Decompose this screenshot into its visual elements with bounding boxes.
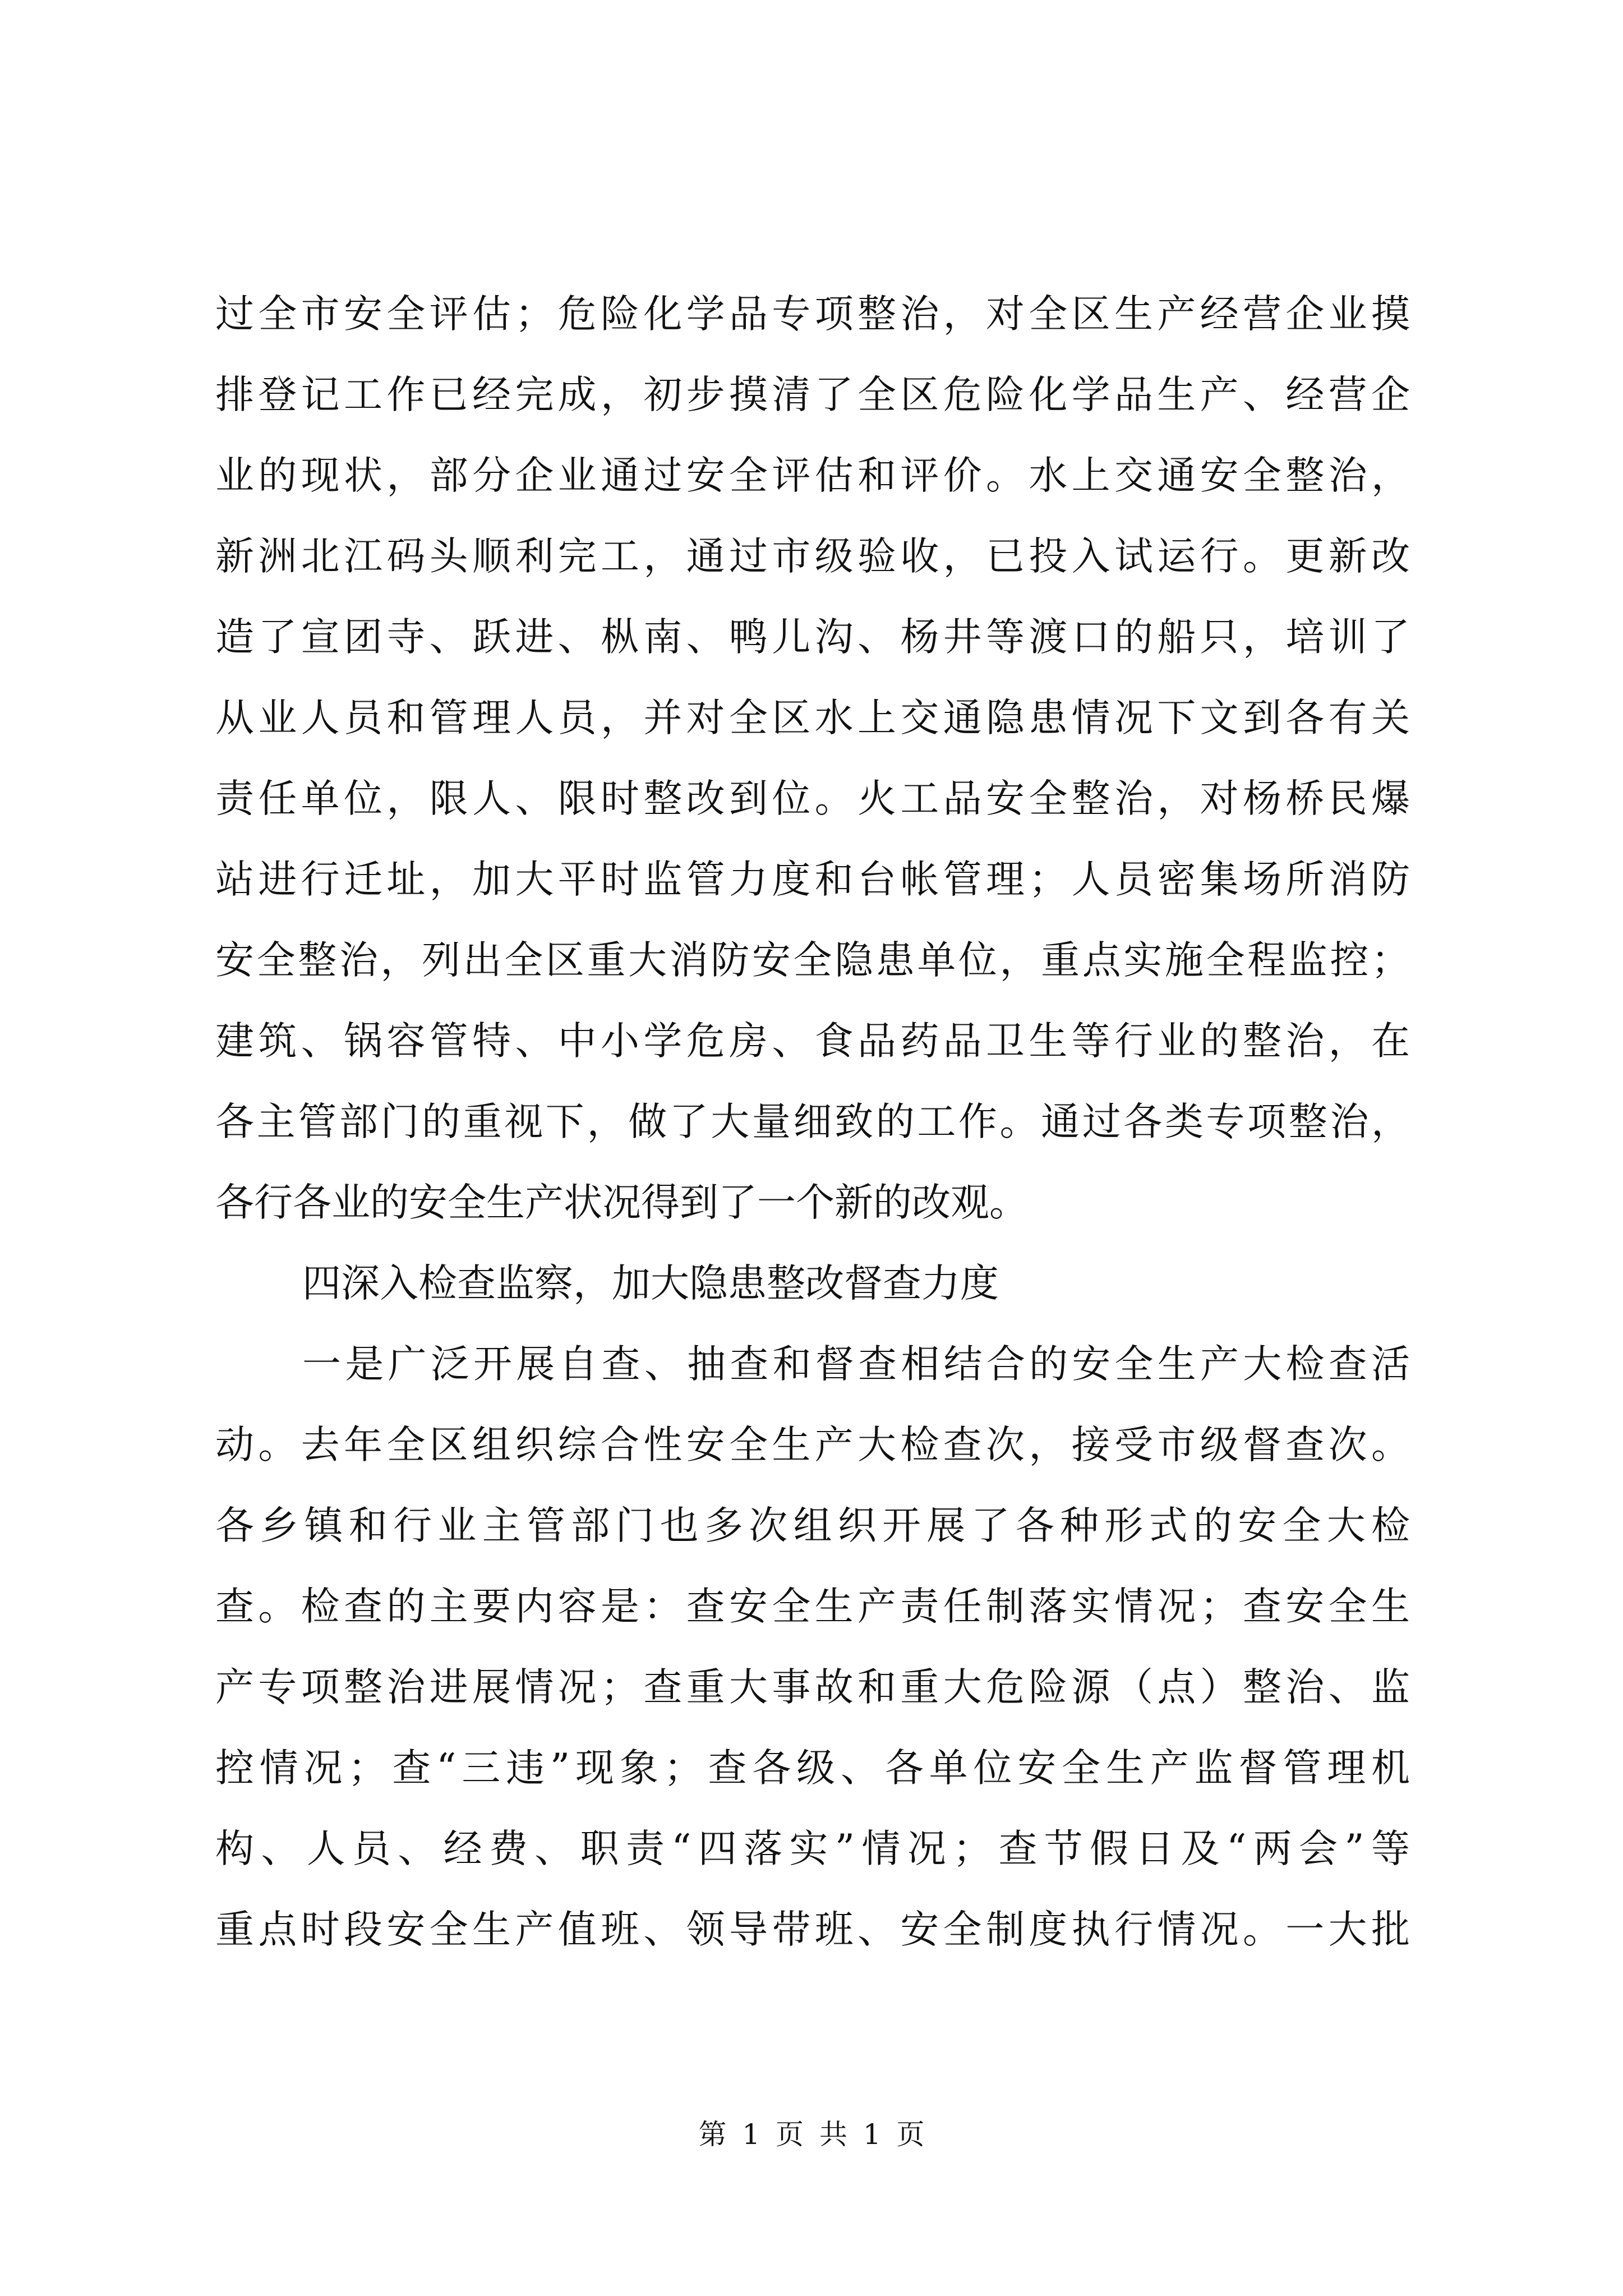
text-line: 一是广泛开展自查、抽查和督查相结合的安全生产大检查活 [302, 1342, 1410, 1387]
text-line: 建筑、锅容管特、中小学危房、食品药品卫生等行业的整治，在 [215, 1019, 1410, 1064]
text-line: 各乡镇和行业主管部门也多次组织开展了各种形式的安全大检 [215, 1503, 1410, 1548]
text-line: 各主管部门的重视下，做了大量细致的工作。通过各类专项整治， [215, 1099, 1410, 1144]
text-line: 站进行迁址，加大平时监管力度和台帐管理；人员密集场所消防 [215, 857, 1410, 902]
text-line: 新洲北江码头顺利完工，通过市级验收，已投入试运行。更新改 [215, 534, 1410, 579]
text-line: 控情况；查“三违”现象；查各级、各单位安全生产监督管理机 [215, 1746, 1410, 1791]
text-line: 动。去年全区组织综合性安全生产大检查次，接受市级督查次。 [215, 1423, 1410, 1467]
page-footer: 第 1 页 共 1 页 [698, 2118, 925, 2151]
text-line: 从业人员和管理人员，并对全区水上交通隐患情况下文到各有关 [215, 696, 1410, 740]
text-line: 排登记工作已经完成，初步摸清了全区危险化学品生产、经营企 [215, 372, 1410, 417]
text-line: 各行各业的安全生产状况得到了一个新的改观。 [215, 1180, 1028, 1225]
text-line: 责任单位，限人、限时整改到位。火工品安全整治，对杨桥民爆 [215, 776, 1410, 821]
text-line: 安全整治，列出全区重大消防安全隐患单位，重点实施全程监控； [215, 938, 1410, 983]
text-line: 查。检查的主要内容是：查安全生产责任制落实情况；查安全生 [215, 1584, 1410, 1629]
section-heading: 四深入检查监察，加大隐患整改督查力度 [302, 1261, 999, 1306]
body-text [215, 274, 1410, 1970]
text-line: 造了宣团寺、跃进、枞南、鸭儿沟、杨井等渡口的船只，培训了 [215, 615, 1410, 660]
text-line: 构、人员、经费、职责“四落实”情况；查节假日及“两会”等 [215, 1826, 1410, 1871]
text-line: 重点时段安全生产值班、领导带班、安全制度执行情况。一大批 [215, 1907, 1410, 1952]
text-line: 过全市安全评估；危险化学品专项整治，对全区生产经营企业摸 [215, 292, 1410, 337]
text-line: 业的现状，部分企业通过安全评估和评价。水上交通安全整治， [215, 453, 1410, 498]
text-line: 产专项整治进展情况；查重大事故和重大危险源（点）整治、监 [215, 1665, 1410, 1710]
